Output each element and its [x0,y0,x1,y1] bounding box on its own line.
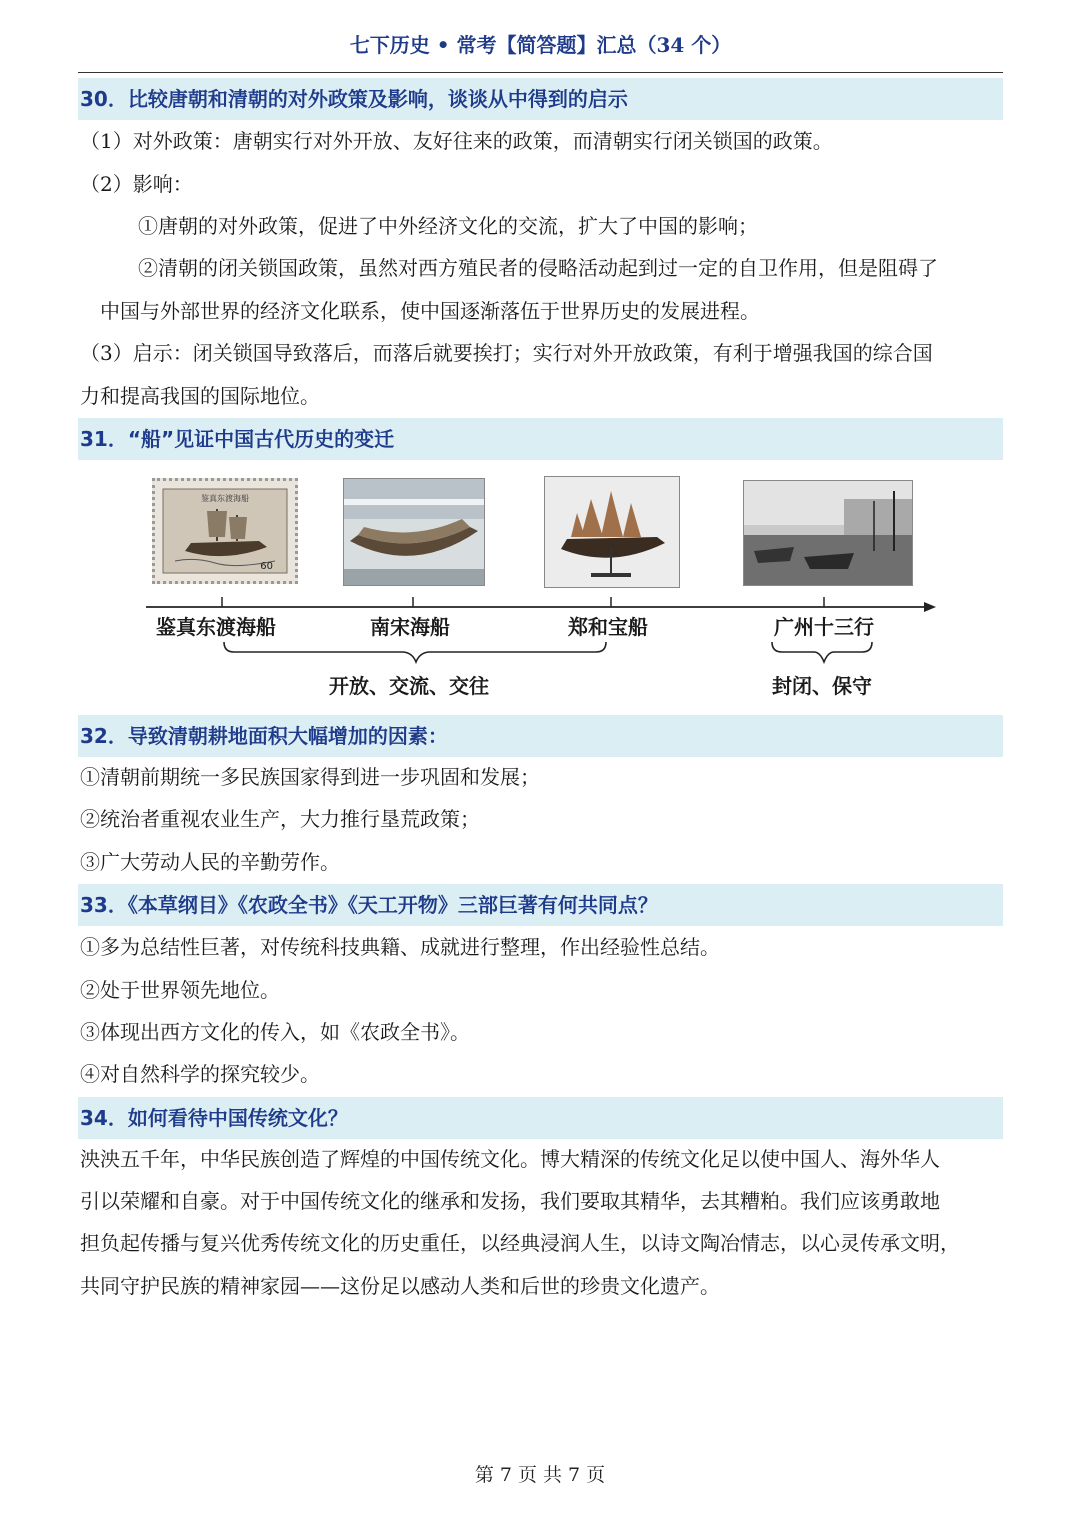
page-footer: 第 7 页 共 7 页 [474,1464,606,1486]
timeline-label-zheng-he: 郑和宝船 [568,615,648,639]
q32-line-2: ②统治者重视农业生产，大力推行垦荒政策； [80,807,480,831]
timeline-group-open: 开放、交流、交往 [329,674,489,698]
question-32-title: 32．导致清朝耕地面积大幅增加的因素： [78,715,1003,757]
stamp-value: 60 [260,561,273,572]
question-30-title: 30．比较唐朝和清朝的对外政策及影响，谈谈从中得到的启示 [78,78,1003,120]
question-34-title: 34．如何看待中国传统文化？ [78,1097,1003,1139]
timeline-group-closed: 封闭、保守 [772,674,872,698]
header-divider [78,72,1003,73]
q30-line-3: ①唐朝的对外政策，促进了中外经济文化的交流，扩大了中国的影响； [138,214,758,238]
q34-line-3: 担负起传播与复兴优秀传统文化的历史重任，以经典浸润人生，以诗文陶冶情志，以心灵传承文明， [80,1231,960,1255]
stamp-caption: 鉴真东渡海船 [201,494,249,503]
q30-line-7: 力和提高我国的国际地位。 [80,384,320,408]
ship-timeline-figure [140,470,940,710]
q30-line-2: （2）影响： [80,172,193,196]
q33-line-3: ③体现出西方文化的传入，如《农政全书》。 [80,1020,470,1044]
q34-line-2: 引以荣耀和自豪。对于中国传统文化的继承和发扬，我们要取其精华，去其糟粕。我们应该勇敢地 [80,1189,940,1213]
question-31-title: 31．“船”见证中国古代历史的变迁 [78,418,1003,460]
q33-line-1: ①多为总结性巨著，对传统科技典籍、成就进行整理，作出经验性总结。 [80,935,720,959]
q32-line-1: ①清朝前期统一多民族国家得到进一步巩固和发展； [80,765,540,789]
q34-line-1: 泱泱五千年，中华民族创造了辉煌的中国传统文化。博大精深的传统文化足以使中国人、海外华人 [80,1147,940,1171]
page-header-title: 七下历史 • 常考【简答题】汇总（34 个） [349,33,732,57]
q33-line-2: ②处于世界领先地位。 [80,978,280,1002]
timeline-label-guangzhou: 广州十三行 [774,615,874,639]
q32-line-3: ③广大劳动人民的辛勤劳作。 [80,850,340,874]
q30-line-1: （1）对外政策：唐朝实行对外开放、友好往来的政策，而清朝实行闭关锁国的政策。 [80,129,833,153]
question-33-title: 33．《本草纲目》《农政全书》《天工开物》三部巨著有何共同点？ [78,884,1003,926]
q30-line-6: （3）启示：闭关锁国导致落后，而落后就要挨打；实行对外开放政策，有利于增强我国的综合国 [80,341,933,365]
q30-line-5: 中国与外部世界的经济文化联系，使中国逐渐落伍于世界历史的发展进程。 [100,299,760,323]
timeline-label-southern-song: 南宋海船 [370,615,450,639]
q33-line-4: ④对自然科学的探究较少。 [80,1062,320,1086]
q34-line-4: 共同守护民族的精神家园——这份足以感动人类和后世的珍贵文化遗产。 [80,1274,720,1298]
timeline-label-jianzhen: 鉴真东渡海船 [156,615,276,639]
q30-line-4: ②清朝的闭关锁国政策，虽然对西方殖民者的侵略活动起到过一定的自卫作用，但是阻碍了 [138,256,938,280]
